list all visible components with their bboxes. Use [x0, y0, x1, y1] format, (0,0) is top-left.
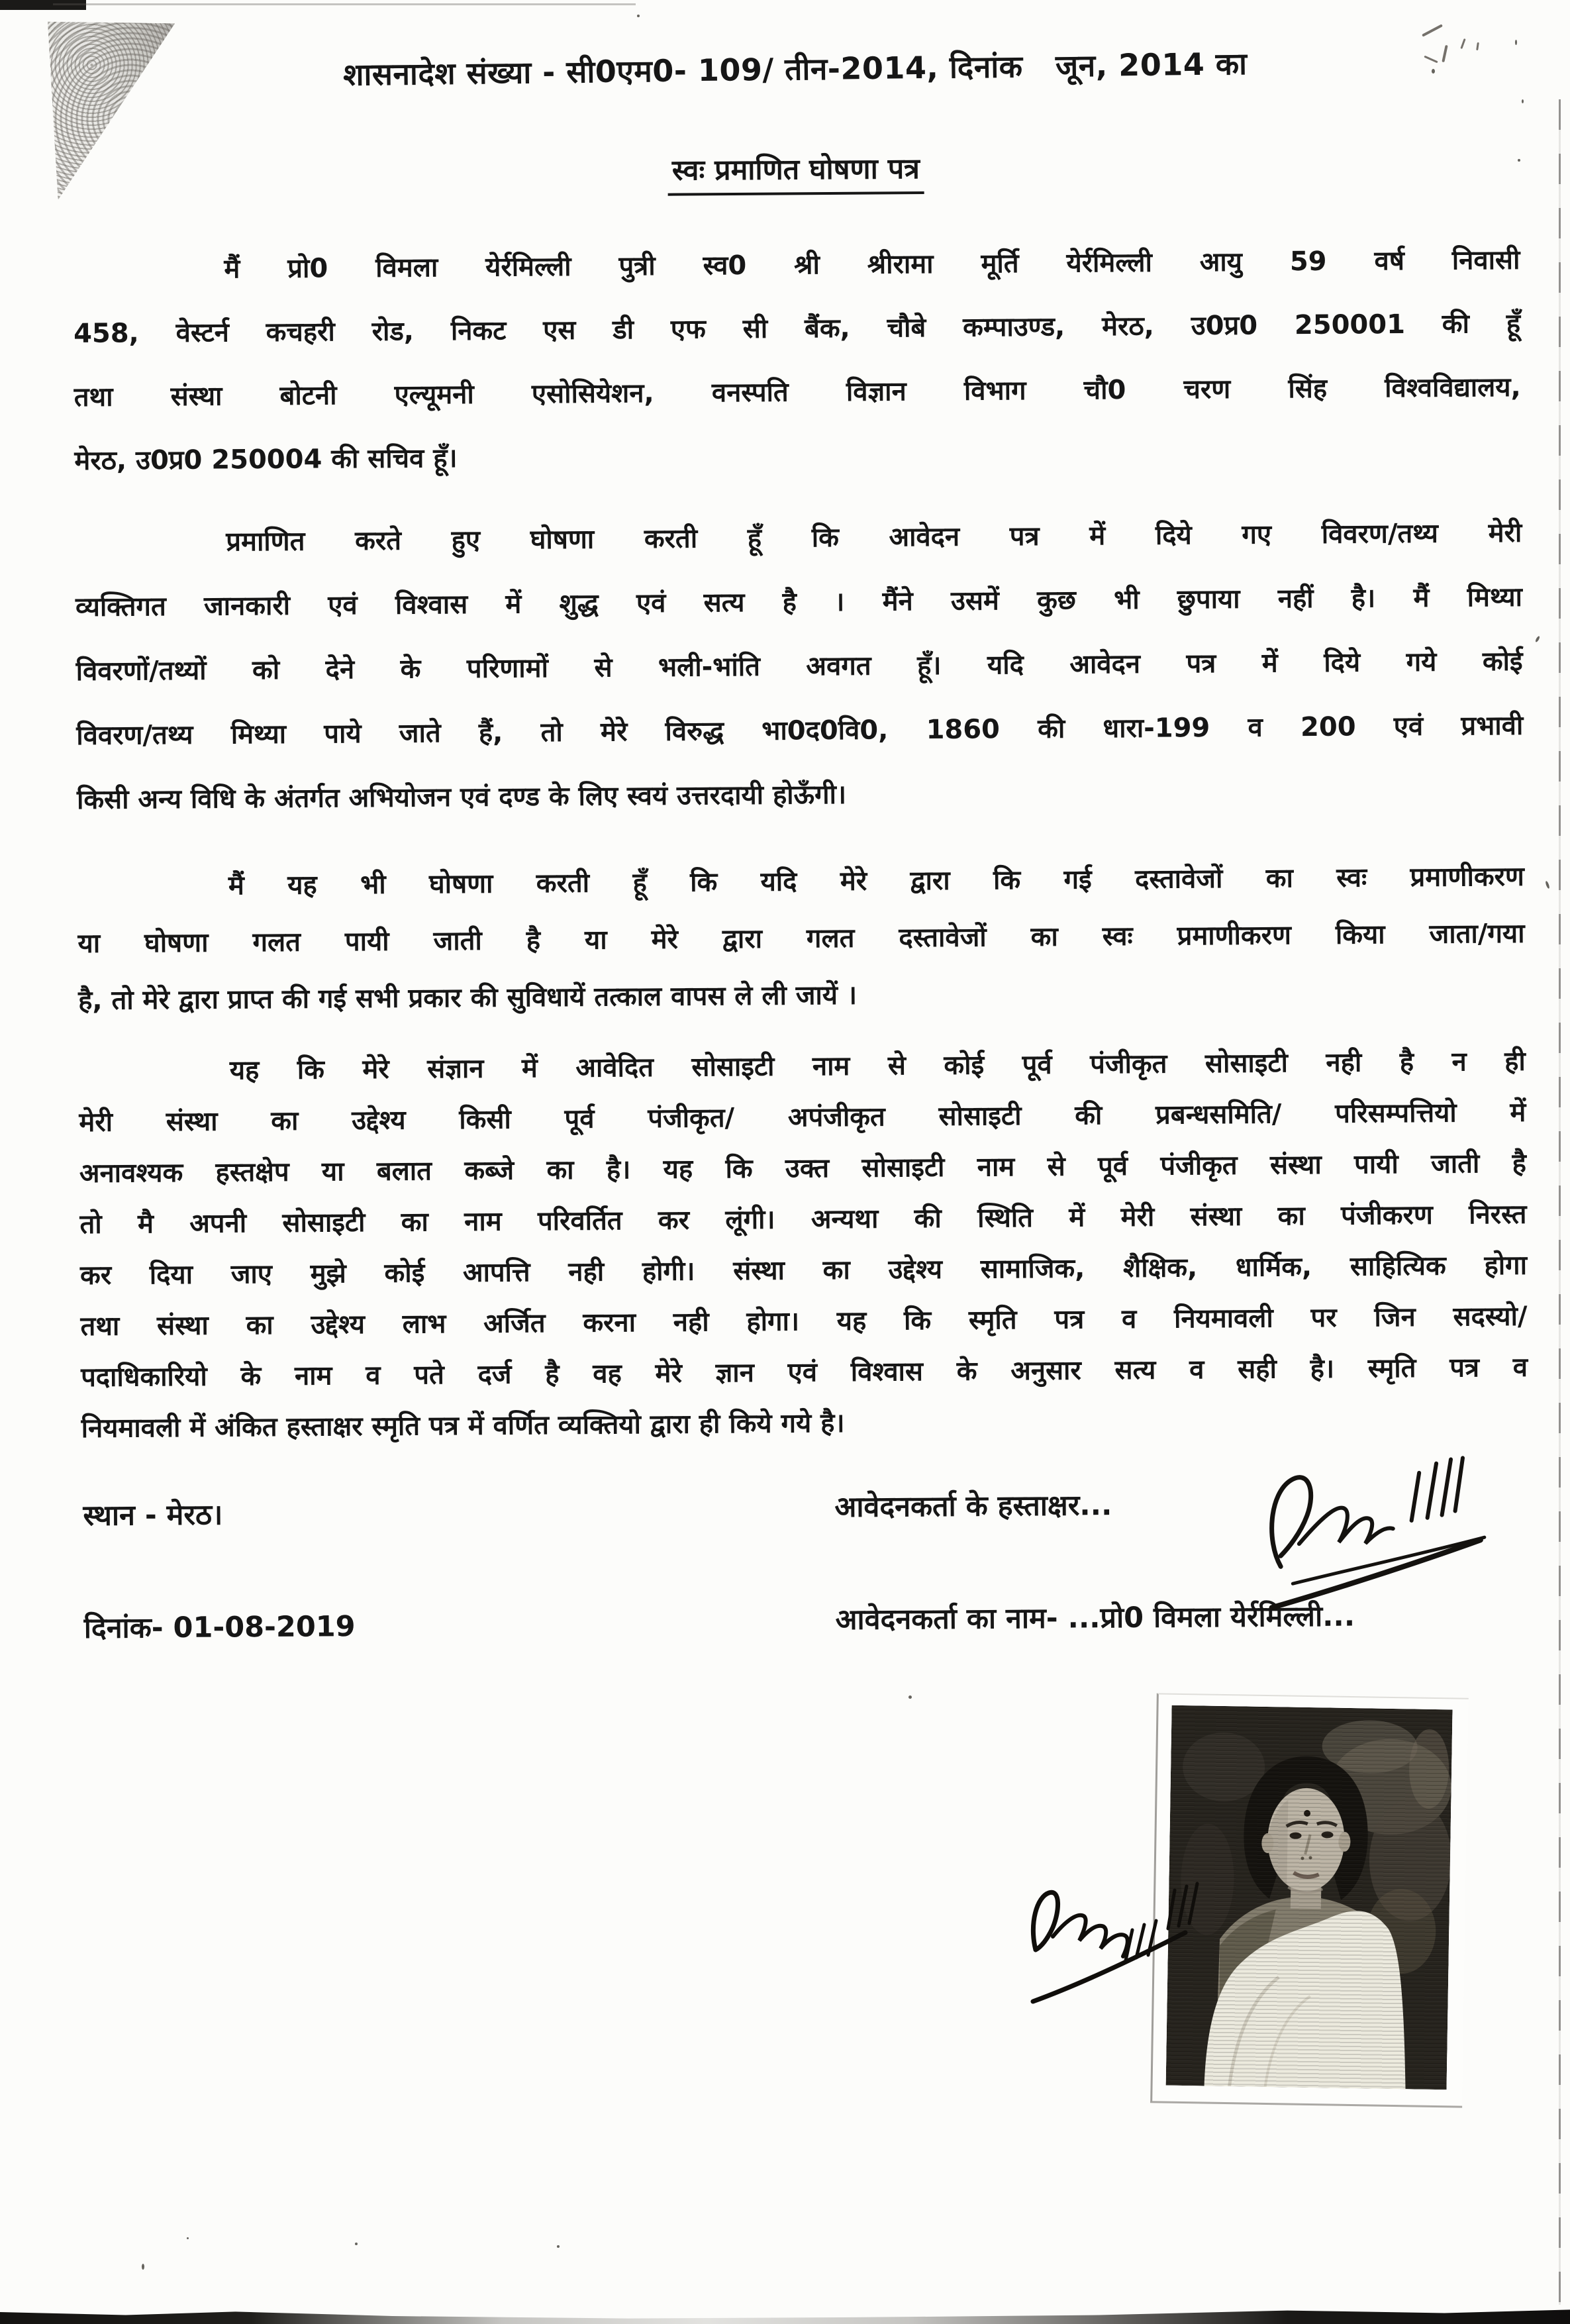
government-order-header: शासनादेश संख्या - सी0एम0- 109/ तीन-2014, दिनांक जून, 2014 का [342, 46, 1248, 93]
scan-speck [637, 15, 640, 17]
paragraph-line: है, तो मेरे द्वारा प्राप्त की गई सभी प्रकार की सुविधायें तत्काल वापस ले ली जायें । [77, 980, 858, 1016]
paragraph [73, 228, 1522, 493]
paragraph [77, 848, 1526, 1029]
paragraph-line: तथा संस्था का उद्देश्य लाभ अर्जित करना नही होगा। यह कि स्मृति पत्र व नियमावली पर जिन सदस्यो/ [80, 1301, 1528, 1342]
paragraph-line: या घोषणा गलत पायी जाती है या मेरे द्वारा गलत दस्तावेजों का स्वः प्रमाणीकरण किया जाता/गया [77, 918, 1525, 959]
paragraph-line: यह कि मेरे संज्ञान में आवेदित सोसाइटी नाम से कोई पूर्व पंजीकृत सोसाइटी नही है न ही [229, 1046, 1526, 1086]
paragraph-line: मैं यह भी घोषणा करती हूँ कि यदि मेरे द्वारा कि गई दस्तावेजों का स्वः प्रमाणीकरण [228, 861, 1525, 901]
scan-speck [1545, 881, 1550, 889]
title-row [72, 144, 1519, 200]
date-line: दिनांक- 01-08-2019 [83, 1610, 356, 1645]
paragraph-line: विवरण/तथ्य मिथ्या पाये जाते हैं, तो मेरे विरुद्ध भा0द0वि0, 1860 की धारा-199 व 200 एवं प्रभावी [76, 710, 1524, 751]
page-title: स्वः प्रमाणित घोषणा पत्र [668, 148, 924, 196]
scan-artifact-top-hairline [53, 3, 636, 5]
paragraph-line: अनावश्यक हस्तक्षेप या बलात कब्जे का है। यह कि उक्त सोसाइटी नाम से पूर्व पंजीकृत संस्था पायी जाती है [79, 1148, 1527, 1189]
scan-artifact-right-edge-line [1559, 99, 1561, 2305]
paragraph-line: नियमावली में अंकित हस्ताक्षर स्मृति पत्र में वर्णित व्यक्तियो द्वारा ही किये गये है। [81, 1407, 845, 1444]
scan-artifact-bottom-edge [0, 2304, 1570, 2324]
photo-signature-ink [1025, 1849, 1217, 2011]
scan-speck [1535, 636, 1540, 643]
place-line: स्थान - मेरठ। [83, 1498, 223, 1533]
paragraph-line: 458, वेस्टर्न कचहरी रोड, निकट एस डी एफ सी बैंक, चौबे कम्पाउण्ड, मेरठ, उ0प्र0 250001 की हूँ [73, 308, 1521, 349]
applicant-signature-label: आवेदनकर्ता के हस्ताक्षर... [834, 1489, 1112, 1525]
paragraph-line: मेरठ, उ0प्र0 250004 की सचिव हूँ। [74, 442, 458, 476]
paragraph [75, 501, 1524, 833]
scan-speck [142, 2264, 144, 2270]
paragraph-line: तो मै अपनी सोसाइटी का नाम परिवर्तित कर लूंगी। अन्यथा की स्थिति में मेरी संस्था का पंजीकरण निरस्त [79, 1199, 1527, 1240]
paragraph-line: तथा संस्था बोटनी एल्यूमनी एसोसियेशन, वनस्पति विज्ञान विभाग चौ0 चरण सिंह विश्वविद्यालय, [74, 372, 1521, 413]
paragraph-line: कर दिया जाए मुझे कोई आपत्ति नही होगी। संस्था का उद्देश्य सामाजिक, शैक्षिक, धार्मिक, साहित्यिक होगा [79, 1250, 1528, 1291]
paragraph-line: मैं प्रो0 विमला येर्रमिल्ली पुत्री स्व0 श्री श्रीरामा मूर्ति येर्रमिल्ली आयु 59 वर्ष निवासी [224, 244, 1520, 285]
applicant-signature-ink [1252, 1426, 1505, 1633]
paragraph-line: पदाधिकारियो के नाम व पते दर्ज है वह मेरे ज्ञान एवं विश्वास के अनुसार सत्य व सही है। स्मृति पत्र व [80, 1352, 1528, 1393]
applicant-name-line: आवेदनकर्ता का नाम- ...प्रो0 विमला येर्रमिल्ली... [835, 1599, 1355, 1637]
paragraph-line: विवरणों/तथ्यों को देने के परिणामों से भली-भांति अवगत हूँ। यदि आवेदन पत्र में दिये गये कोई [75, 646, 1523, 687]
scan-speck [1522, 99, 1524, 103]
paragraph-line: व्यक्तिगत जानकारी एवं विश्वास में शुद्ध एवं सत्य है । मैंने उसमें कुछ भी छुपाया नहीं है। मैं मिथ्या [75, 581, 1523, 623]
paragraph-line: प्रमाणित करते हुए घोषणा करती हूँ कि आवेदन पत्र में दिये गए विवरण/तथ्य मेरी [226, 517, 1522, 558]
paragraph-line: किसी अन्य विधि के अंतर्गत अभियोजन एवं दण्ड के लिए स्वयं उत्तरदायी होऊँगी। [76, 779, 847, 815]
paragraph-line: मेरी संस्था का उद्देश्य किसी पूर्व पंजीकृत/ अपंजीकृत सोसाइटी की प्रबन्धसमिति/ परिसम्पत्तियो में [79, 1097, 1526, 1138]
paragraph [79, 1036, 1528, 1454]
